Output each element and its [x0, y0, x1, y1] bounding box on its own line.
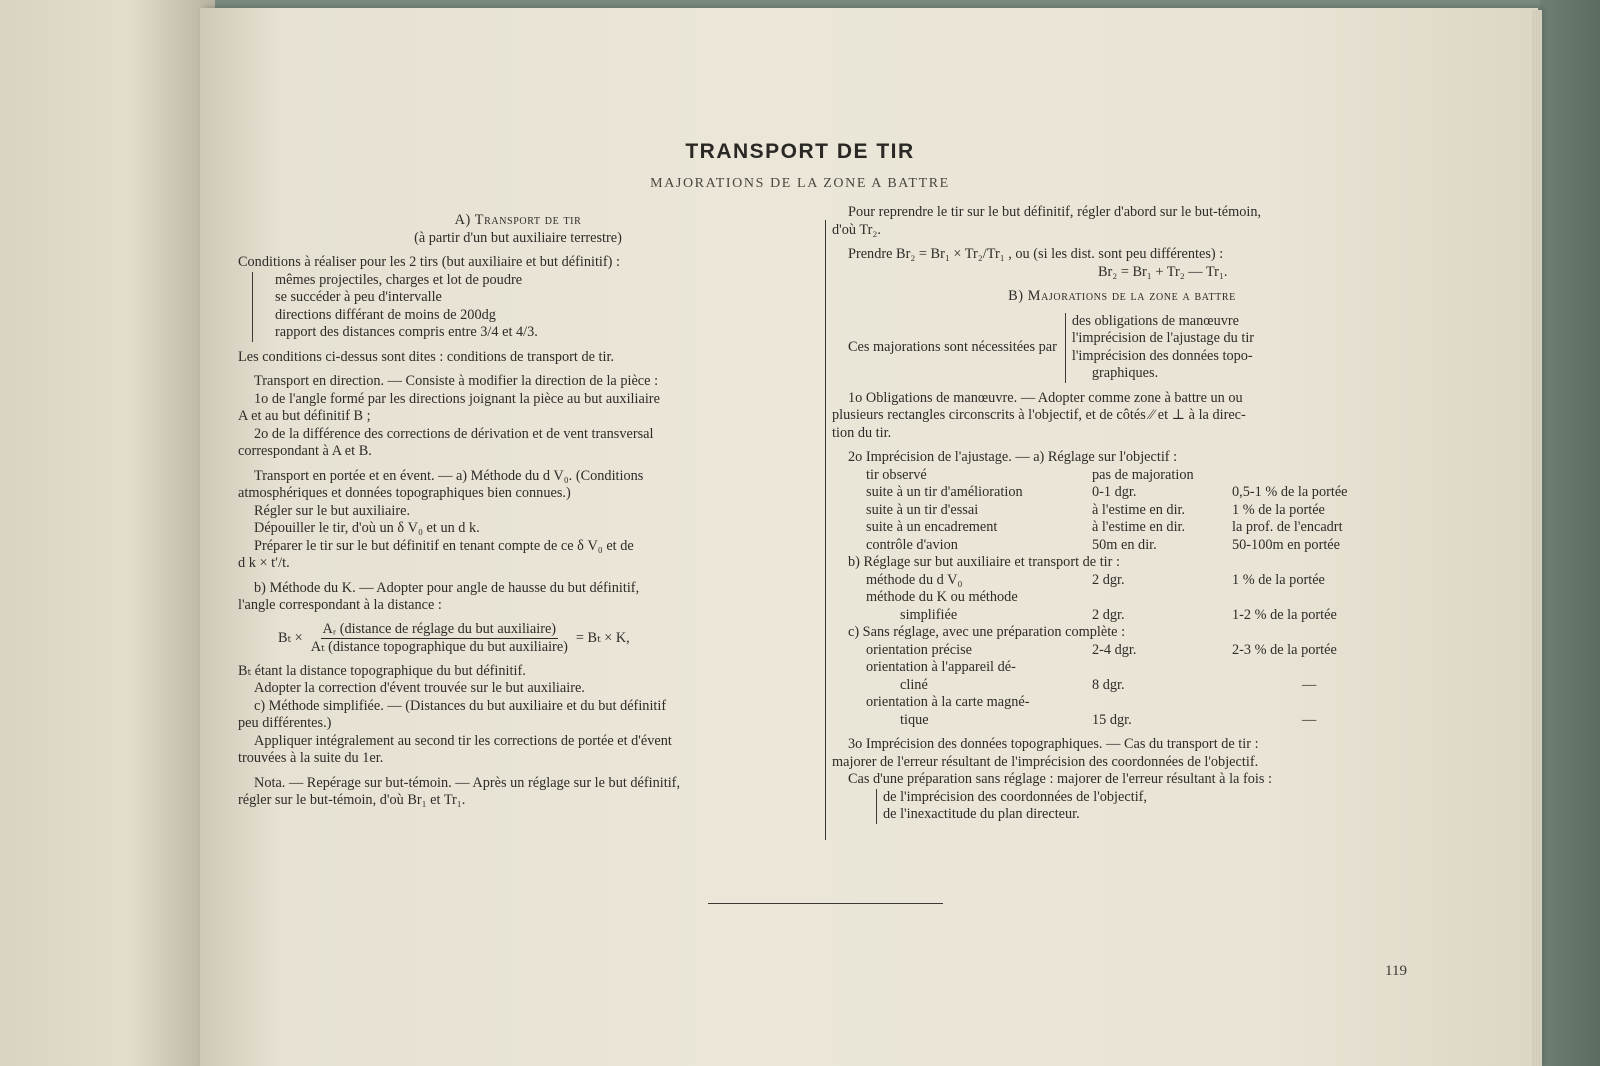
table-cell: suite à un encadrement: [866, 519, 998, 535]
c-head: c) Sans réglage, avec une préparation complète :: [848, 624, 1126, 640]
prendre-line-2: Br₂ = Br₁ + Tr₂ — Tr₁.: [1098, 263, 1228, 280]
table-cell: à l'estime en dir.: [1092, 501, 1186, 518]
table-cell: contrôle d'avion: [866, 536, 958, 553]
page-subtitle: MAJORATIONS DE LA ZONE A BATTRE: [650, 176, 950, 191]
left-column: [238, 212, 798, 810]
table-cell: suite à un tir d'amélioration: [866, 484, 1023, 500]
formula-numerator: Aᵣ (distance de réglage du but auxiliaire): [321, 621, 559, 640]
necessitees-item: des obligations de manœuvre: [1071, 312, 1240, 329]
after-formula-line: c) Méthode simplifiée. — (Distances du but auxiliaire et du but définitif: [254, 697, 667, 714]
topo-item: de l'inexactitude du plan directeur.: [883, 806, 1080, 822]
table-cell: pas de majoration: [1092, 466, 1194, 483]
portee-line: d k × t′/t.: [238, 555, 290, 571]
right-intro-line: Pour reprendre le tir sur le but définitif, régler d'abord sur le but-témoin,: [848, 204, 1262, 220]
table-b: [832, 572, 1412, 625]
section-a-title: A) Transport de tir: [454, 212, 582, 228]
nota-line: régler sur le but-témoin, d'où Br₁ et Tr₁.: [238, 792, 466, 808]
table-cell: —: [1302, 676, 1317, 693]
after-formula-line: trouvées à la suite du 1er.: [238, 750, 384, 766]
table-cell: [1232, 467, 1402, 485]
obligations-line: tion du tir.: [832, 424, 892, 441]
table-cell: méthode du d V₀: [866, 571, 963, 588]
methode-k-line: b) Méthode du K. — Adopter pour angle de hausse du but définitif,: [254, 579, 640, 596]
formula-left: Bₜ ×: [278, 629, 303, 646]
prendre-line: Prendre Br₂ = Br₁ × Tr₂/Tr₁ , ou (si les dist. sont peu différentes) :: [848, 246, 1224, 262]
table-cell: 2-4 dgr.: [1092, 641, 1137, 658]
table-cell: 8 dgr.: [1092, 676, 1125, 693]
conditions-note: Les conditions ci-dessus sont dites : conditions de transport de tir.: [238, 348, 615, 365]
topo-line: Cas d'une préparation sans réglage : majorer de l'erreur résultant à la fois :: [848, 771, 1272, 787]
table-cell: 2-3 % de la portée: [1232, 641, 1337, 658]
table-cell: [1092, 589, 1232, 607]
table-cell: 50m en dir.: [1092, 536, 1157, 553]
condition-item: rapport des distances compris entre 3/4 et 4/3.: [275, 324, 538, 340]
direction-line: 2o de la différence des corrections de dérivation et de vent transversal: [254, 425, 654, 442]
table-cell: [1232, 589, 1402, 607]
portee-line: Régler sur le but auxiliaire.: [254, 502, 411, 519]
page-number: 119: [1385, 963, 1407, 979]
page-title: TRANSPORT DE TIR: [685, 140, 915, 163]
table-cell: 0,5-1 % de la portée: [1232, 484, 1348, 500]
obligations-line: plusieurs rectangles circonscrits à l'objectif, et de côtés ⁄⁄ et ⊥ à la direc-: [832, 407, 1246, 423]
condition-item: mêmes projectiles, charges et lot de poudre: [275, 271, 523, 288]
bottom-rule: [708, 903, 943, 904]
table-cell: orientation à l'appareil dé-: [866, 659, 1016, 675]
table-cell: 2 dgr.: [1092, 571, 1125, 588]
direction-line: correspondant à A et B.: [238, 443, 372, 459]
necessitees-item: l'imprécision des données topo-: [1071, 347, 1253, 364]
page-edges: [1532, 10, 1542, 1066]
table-cell: simplifiée: [900, 606, 958, 623]
ajustage-head: 2o Imprécision de l'ajustage. — a) Réglage sur l'objectif :: [848, 449, 1178, 465]
table-cell: à l'estime en dir.: [1092, 519, 1186, 535]
after-formula-line: Adopter la correction d'évent trouvée sur le but auxiliaire.: [254, 680, 585, 696]
table-cell: 15 dgr.: [1092, 711, 1132, 728]
section-a-subtitle: (à partir d'un but auxiliaire terrestre): [414, 229, 622, 246]
table-cell: [1092, 694, 1232, 712]
right-column: [832, 204, 1412, 824]
table-cell: cliné: [900, 676, 928, 693]
b-head: b) Réglage sur but auxiliaire et transport de tir :: [848, 554, 1120, 570]
table-cell: 1 % de la portée: [1232, 501, 1325, 518]
table-cell: [1092, 659, 1232, 677]
portee-line: Préparer le tir sur le but définitif en tenant compte de ce δ V₀ et de: [254, 537, 634, 554]
portee-line: atmosphériques et données topographiques bien connues.): [238, 485, 571, 501]
after-formula-line: Bₜ étant la distance topographique du but définitif.: [238, 662, 526, 679]
table-cell: [1232, 694, 1402, 712]
topo-list: [876, 789, 1412, 824]
after-formula-line: Appliquer intégralement au second tir les corrections de portée et d'évent: [254, 732, 672, 749]
formula-right: = Bₜ × K,: [575, 629, 630, 646]
table-cell: 0-1 dgr.: [1092, 484, 1137, 500]
table-cell: 2 dgr.: [1092, 606, 1125, 623]
formula-k: [238, 621, 798, 657]
methode-k-line: l'angle correspondant à la distance :: [238, 597, 442, 613]
topo-item: de l'imprécision des coordonnées de l'objectif,: [883, 788, 1148, 805]
table-cell: —: [1302, 711, 1317, 728]
table-cell: tique: [900, 711, 929, 728]
right-intro-line: d'où Tr₂.: [832, 221, 881, 238]
table-cell: méthode du K ou méthode: [866, 589, 1018, 605]
topo-line: 3o Imprécision des données topographiques. — Cas du transport de tir :: [848, 736, 1259, 752]
obligations-line: 1o Obligations de manœuvre. — Adopter comme zone à battre un ou: [848, 389, 1243, 406]
direction-line: 1o de l'angle formé par les directions joignant la pièce au but auxiliaire: [254, 390, 660, 407]
table-cell: orientation à la carte magné-: [866, 694, 1030, 710]
necessitees-list: [1065, 313, 1254, 383]
table-cell: 50-100m en portée: [1232, 536, 1340, 553]
table-cell: 1-2 % de la portée: [1232, 606, 1337, 623]
portee-line: Transport en portée et en évent. — a) Méthode du d V₀. (Conditions: [254, 467, 644, 484]
necessitees-item: graphiques.: [1091, 365, 1159, 381]
table-cell: orientation précise: [866, 641, 972, 658]
table-a: [832, 467, 1412, 555]
section-b-title: B) Majorations de la zone a battre: [1008, 288, 1236, 304]
formula-denominator: Aₜ (distance topographique du but auxiliaire): [310, 639, 568, 655]
table-c: [832, 642, 1412, 730]
direction-line: A et au but définitif B ;: [238, 408, 371, 424]
necessitees-label: Ces majorations sont nécessitées par: [848, 338, 1057, 355]
direction-line: Transport en direction. — Consiste à modifier la direction de la pièce :: [254, 373, 659, 389]
necessitees-item: l'imprécision de l'ajustage du tir: [1071, 330, 1255, 346]
table-cell: 1 % de la portée: [1232, 571, 1325, 588]
formula-fraction: [311, 621, 568, 657]
column-divider: [825, 220, 826, 840]
nota-line: Nota. — Repérage sur but-témoin. — Après un réglage sur le but définitif,: [254, 774, 681, 791]
condition-item: se succéder à peu d'intervalle: [275, 289, 442, 305]
after-formula-line: peu différentes.): [238, 715, 332, 731]
table-cell: [1232, 659, 1402, 677]
table-cell: tir observé: [866, 466, 927, 483]
conditions-intro: Conditions à réaliser pour les 2 tirs (but auxiliaire et but définitif) :: [238, 254, 620, 270]
necessitees-block: [832, 313, 1412, 383]
portee-line: Dépouiller le tir, d'où un δ V₀ et un d k.: [254, 520, 480, 536]
table-cell: la prof. de l'encadrt: [1232, 519, 1343, 535]
topo-line: majorer de l'erreur résultant de l'imprécision des coordonnées de l'objectif.: [832, 753, 1259, 770]
table-cell: suite à un tir d'essai: [866, 501, 979, 518]
condition-item: directions différant de moins de 200dg: [275, 306, 496, 323]
conditions-list: [252, 272, 798, 342]
